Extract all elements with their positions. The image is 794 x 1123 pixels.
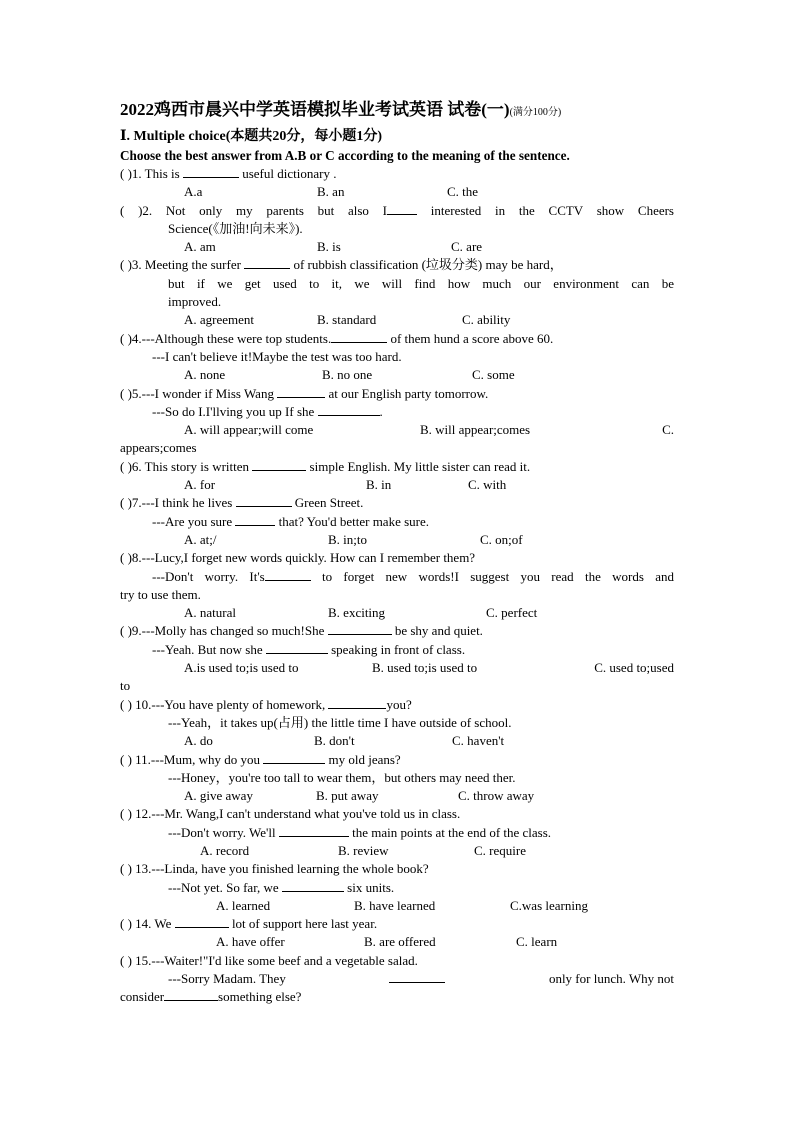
question-3-cont: but if we get used to it, we will find how much our environment can be <box>168 275 674 291</box>
answer-blank <box>318 403 380 416</box>
text-segment: only for lunch. Why not <box>548 971 674 987</box>
text-segment: ( )2. Not only my parents but also I <box>120 202 388 218</box>
answer-blank <box>244 256 290 269</box>
question-15 <box>120 952 674 970</box>
text-segment: B. have learned <box>354 897 436 913</box>
question-12-cont <box>120 824 674 842</box>
text-segment: ( )6. This story is written <box>120 458 253 474</box>
text-segment: A. natural <box>184 605 236 621</box>
text-segment: ( )5.---I wonder if Miss Wang <box>120 385 278 401</box>
answer-blank <box>164 988 218 1001</box>
text-segment: you? <box>386 696 412 712</box>
question-7 <box>120 494 674 512</box>
text-segment: . <box>379 403 383 419</box>
text-segment: A. am <box>184 239 216 255</box>
text-segment: C. used to;used <box>594 660 674 676</box>
instruction: Choose the best answer from A.B or C according to the meaning of the sentence. <box>120 148 570 163</box>
text-segment: of rubbish classification (垃圾分类) may be hard， <box>290 257 563 273</box>
title-text: 2022鸡西市晨兴中学英语模拟毕业考试英语 试卷(一) <box>120 100 510 119</box>
question-9 <box>120 622 674 640</box>
question-3 <box>120 256 674 274</box>
text-segment: A. do <box>184 733 213 749</box>
text-segment: ---Not yet. So far, we <box>168 879 282 895</box>
text-segment: C. throw away <box>458 788 535 804</box>
text-segment: C. perfect <box>486 605 538 621</box>
options-9-cont: to <box>120 678 131 694</box>
question-7-cont <box>120 513 674 531</box>
text-segment: A.a <box>184 184 203 200</box>
text-segment: consider <box>120 989 165 1005</box>
text-segment: ( )3. Meeting the surfer <box>120 257 245 273</box>
text-segment: Green Street. <box>291 495 364 511</box>
question-11 <box>120 751 674 769</box>
options-9 <box>120 659 674 677</box>
text-segment: B. don't <box>314 733 355 749</box>
text-segment: C. <box>662 422 674 438</box>
text-segment: C. the <box>447 184 479 200</box>
text-segment: ( )1. This is <box>120 166 183 181</box>
text-segment: A. learned <box>216 897 271 913</box>
text-segment: at our English party tomorrow. <box>325 385 489 401</box>
text-segment: C. haven't <box>452 733 505 749</box>
question-5-cont <box>120 403 674 421</box>
text-segment: C. require <box>474 842 526 858</box>
title-score-note: (满分100分) <box>509 107 562 118</box>
answer-blank <box>328 696 386 709</box>
options-12 <box>120 842 674 860</box>
question-8-cont <box>120 568 674 586</box>
text-segment: C. with <box>468 477 507 493</box>
text-segment: ( )4.---Although these were top students. <box>120 330 332 346</box>
exam-paper <box>120 98 674 1007</box>
text-segment: interested in the CCTV show Cheers <box>417 202 674 218</box>
question-6 <box>120 458 674 476</box>
text-segment: A. none <box>184 367 226 383</box>
answer-blank <box>331 330 387 343</box>
options-3 <box>120 311 674 329</box>
text-segment: be shy and quiet. <box>391 623 483 639</box>
question-2 <box>120 202 674 220</box>
page-title <box>120 98 674 125</box>
question-12 <box>120 805 674 823</box>
question-9-cont <box>120 641 674 659</box>
text-segment: to forget new words!I suggest you read the words and <box>310 568 674 584</box>
text-segment: speaking in front of class. <box>327 641 466 657</box>
text-segment: ( )9.---Molly has changed so much!She <box>120 623 328 639</box>
text-segment: C. on;of <box>480 531 523 547</box>
question-1 <box>120 165 674 183</box>
text-segment: ---Sorry Madam. They <box>168 971 286 987</box>
text-segment: ( ) 15.---Waiter!"I'd like some beef and a vegetable salad. <box>120 952 418 968</box>
answer-blank <box>277 385 325 398</box>
options-10 <box>120 732 674 750</box>
question-10-cont: ---Yeah，it takes up(占用) the little time I have outside of school. <box>168 714 512 730</box>
options-1 <box>120 183 674 201</box>
text-segment: ---So do I.I'llving you up If she <box>152 403 318 419</box>
text-segment: ( )7.---I think he lives <box>120 495 236 511</box>
options-5 <box>120 421 674 439</box>
text-segment: ( ) 13.---Linda, have you finished learning the whole book? <box>120 861 429 877</box>
question-2-cont: Science(《加油!向未来》). <box>168 220 303 236</box>
text-segment: B. is <box>317 239 341 255</box>
options-2 <box>120 238 674 256</box>
text-segment: something else? <box>218 989 302 1005</box>
answer-blank <box>263 751 325 764</box>
question-8 <box>120 549 674 567</box>
text-segment: A. for <box>184 477 216 493</box>
answer-blank <box>252 458 306 471</box>
text-segment: A. have offer <box>216 934 285 950</box>
text-segment: A. give away <box>184 788 253 804</box>
options-11 <box>120 787 674 805</box>
text-segment: B. review <box>338 842 389 858</box>
options-4 <box>120 366 674 384</box>
question-11-cont: ---Honey，you're too tall to wear them，but others may need ther. <box>168 769 516 785</box>
answer-blank <box>387 202 417 215</box>
text-segment: A. record <box>200 842 250 858</box>
answer-blank <box>389 970 445 983</box>
options-8 <box>120 604 674 622</box>
text-segment: ( ) 11.---Mum, why do you <box>120 751 264 767</box>
text-segment: ---Don't worry. We'll <box>168 824 279 840</box>
text-segment: ---Are you sure <box>152 513 236 529</box>
question-8-cont2: try to use them. <box>120 586 201 602</box>
question-13-cont <box>120 879 674 897</box>
text-segment: A. at;/ <box>184 531 217 547</box>
text-segment: B. no one <box>322 367 373 383</box>
answer-blank <box>265 568 311 581</box>
question-13 <box>120 860 674 878</box>
answer-blank <box>235 513 275 526</box>
question-3-cont2: improved. <box>168 294 222 310</box>
answer-blank <box>236 494 292 507</box>
options-6 <box>120 476 674 494</box>
text-segment: ( ) 12.---Mr. Wang,I can't understand what you've told us in class. <box>120 806 461 822</box>
answer-blank <box>266 641 328 654</box>
text-segment: ( )8.---Lucy,I forget new words quickly. How can I remember them? <box>120 550 476 566</box>
text-segment: B. in;to <box>328 531 368 547</box>
text-segment: C. are <box>451 239 483 255</box>
text-segment: C. ability <box>462 312 511 328</box>
text-segment: A. agreement <box>184 312 255 328</box>
question-15-cont2 <box>120 988 674 1006</box>
question-14 <box>120 915 674 933</box>
text-segment: six units. <box>343 879 395 895</box>
text-segment: ( ) 10.---You have plenty of homework, <box>120 696 329 712</box>
text-segment: B. put away <box>316 788 379 804</box>
text-segment: simple English. My little sister can read it. <box>306 458 531 474</box>
text-segment: B. in <box>366 477 392 493</box>
text-segment: of them hund a score above 60. <box>387 330 554 346</box>
text-segment: useful dictionary . <box>238 166 337 181</box>
options-7 <box>120 531 674 549</box>
text-segment: B. an <box>317 184 345 200</box>
text-segment: the main points at the end of the class. <box>348 824 552 840</box>
answer-blank <box>183 165 239 178</box>
question-10 <box>120 696 674 714</box>
answer-blank <box>328 622 392 635</box>
text-segment: lot of support here last year. <box>228 916 378 932</box>
text-segment: my old jeans? <box>325 751 401 767</box>
answer-blank <box>175 915 229 928</box>
question-4-cont: ---I can't believe it!Maybe the test was too hard. <box>152 348 402 364</box>
text-segment: B. are offered <box>364 934 436 950</box>
text-segment: C. learn <box>516 934 558 950</box>
text-segment: B. standard <box>317 312 377 328</box>
text-segment: A.is used to;is used to <box>184 660 299 676</box>
options-5-cont: appears;comes <box>120 440 197 456</box>
text-segment: C.was learning <box>510 897 588 913</box>
question-15-cont <box>120 970 674 988</box>
question-4 <box>120 330 674 348</box>
question-5 <box>120 385 674 403</box>
text-segment: ---Yeah. But now she <box>152 641 266 657</box>
text-segment: A. will appear;will come <box>184 422 314 438</box>
answer-blank <box>282 879 344 892</box>
text-segment: C. some <box>472 367 515 383</box>
text-segment: that? You'd better make sure. <box>275 513 430 529</box>
text-segment: B. exciting <box>328 605 386 621</box>
section-heading: Ⅰ. Multiple choice(本题共20分，每小题1分) <box>120 129 383 144</box>
text-segment: ( ) 14. We <box>120 916 175 932</box>
text-segment: ---Don't worry. It's <box>152 568 265 584</box>
options-14 <box>120 933 674 951</box>
answer-blank <box>279 824 349 837</box>
options-13 <box>120 897 674 915</box>
text-segment: B. used to;is used to <box>372 660 478 676</box>
text-segment: B. will appear;comes <box>420 422 531 438</box>
